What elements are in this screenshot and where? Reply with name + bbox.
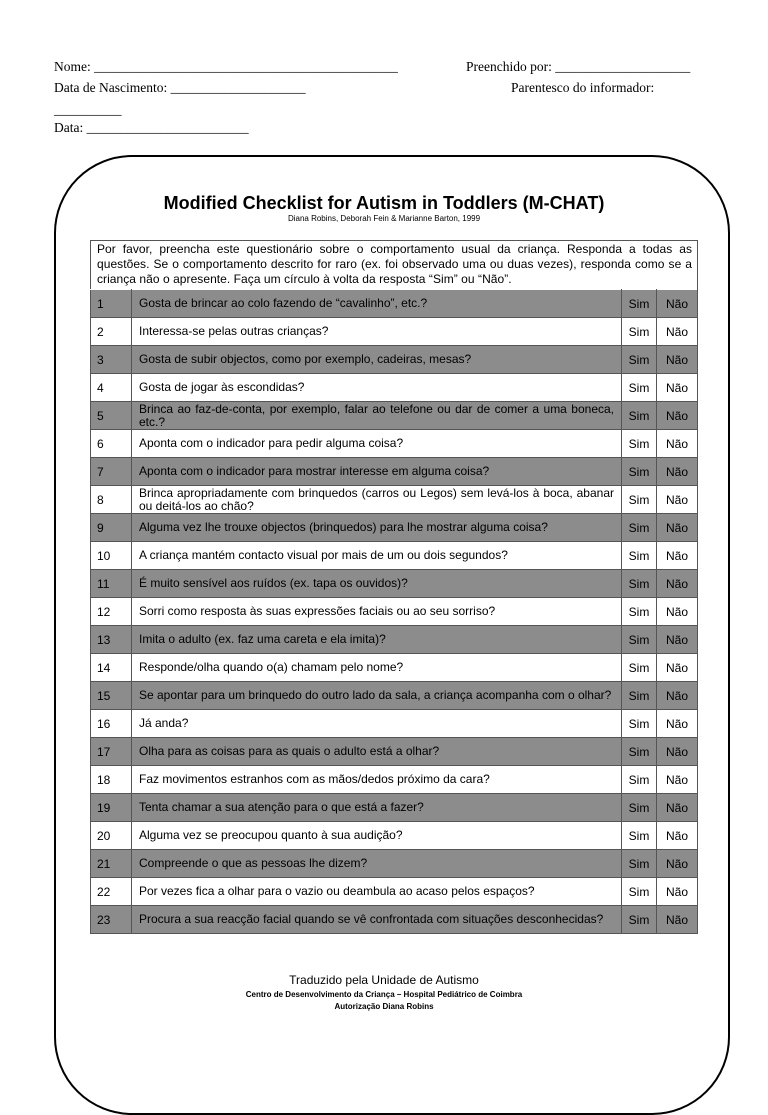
question-number: 2	[91, 318, 132, 346]
answer-no[interactable]: Não	[657, 626, 698, 654]
question-number: 1	[91, 290, 132, 318]
answer-yes[interactable]: Sim	[622, 766, 657, 794]
answer-no[interactable]: Não	[657, 598, 698, 626]
question-text: Alguma vez lhe trouxe objectos (brinquedos) para lhe mostrar alguma coisa?	[132, 514, 622, 542]
answer-no[interactable]: Não	[657, 542, 698, 570]
question-row	[91, 318, 698, 346]
answer-yes[interactable]: Sim	[622, 794, 657, 822]
question-text: Aponta com o indicador para mostrar interesse em alguma coisa?	[132, 458, 622, 486]
answer-no[interactable]: Não	[657, 738, 698, 766]
question-number: 10	[91, 542, 132, 570]
answer-yes[interactable]: Sim	[622, 486, 657, 514]
question-text: É muito sensível aos ruídos (ex. tapa os ouvidos)?	[132, 570, 622, 598]
question-row	[91, 906, 698, 934]
answer-yes[interactable]: Sim	[622, 290, 657, 318]
question-row	[91, 794, 698, 822]
question-text: Sorri como resposta às suas expressões faciais ou ao seu sorriso?	[132, 598, 622, 626]
answer-no[interactable]: Não	[657, 374, 698, 402]
question-number: 4	[91, 374, 132, 402]
question-row	[91, 374, 698, 402]
answer-yes[interactable]: Sim	[622, 570, 657, 598]
question-text: Responde/olha quando o(a) chamam pelo nome?	[132, 654, 622, 682]
question-text: A criança mantém contacto visual por mais de um ou dois segundos?	[132, 542, 622, 570]
authorization-credit: Autorização Diana Robins	[334, 1002, 434, 1011]
answer-yes[interactable]: Sim	[622, 654, 657, 682]
question-number: 22	[91, 878, 132, 906]
answer-no[interactable]: Não	[657, 430, 698, 458]
answer-no[interactable]: Não	[657, 570, 698, 598]
institution-credit: Centro de Desenvolvimento da Criança – Hospital Pediátrico de Coimbra	[245, 990, 523, 999]
question-text: Brinca apropriadamente com brinquedos (carros ou Legos) sem levá-los à boca, abanar ou deitá-los ao chão?	[132, 486, 622, 514]
question-row	[91, 570, 698, 598]
answer-yes[interactable]: Sim	[622, 514, 657, 542]
question-number: 18	[91, 766, 132, 794]
answer-yes[interactable]: Sim	[622, 430, 657, 458]
question-text: Gosta de jogar às escondidas?	[132, 374, 622, 402]
answer-yes[interactable]: Sim	[622, 850, 657, 878]
document-authors: Diana Robins, Deborah Fein & Marianne Barton, 1999	[287, 214, 481, 223]
question-number: 17	[91, 738, 132, 766]
answer-no[interactable]: Não	[657, 906, 698, 934]
question-row	[91, 542, 698, 570]
question-number: 7	[91, 458, 132, 486]
question-row	[91, 850, 698, 878]
answer-yes[interactable]: Sim	[622, 822, 657, 850]
answer-yes[interactable]: Sim	[622, 318, 657, 346]
answer-no[interactable]: Não	[657, 822, 698, 850]
question-number: 20	[91, 822, 132, 850]
question-number: 9	[91, 514, 132, 542]
question-row	[91, 654, 698, 682]
question-text: Aponta com o indicador para pedir alguma coisa?	[132, 430, 622, 458]
name-field: Nome: _____________________________________________	[54, 59, 398, 74]
question-number: 23	[91, 906, 132, 934]
relationship-field: Parentesco do informador:	[511, 80, 655, 95]
answer-yes[interactable]: Sim	[622, 906, 657, 934]
question-row	[91, 346, 698, 374]
answer-no[interactable]: Não	[657, 766, 698, 794]
question-row	[91, 514, 698, 542]
question-row	[91, 738, 698, 766]
answer-yes[interactable]: Sim	[622, 346, 657, 374]
question-row	[91, 486, 698, 514]
answer-no[interactable]: Não	[657, 486, 698, 514]
questions-body	[91, 290, 698, 934]
question-text: Por vezes fica a olhar para o vazio ou deambula ao acaso pelos espaços?	[132, 878, 622, 906]
question-row	[91, 766, 698, 794]
question-row	[91, 402, 698, 430]
question-row	[91, 682, 698, 710]
relationship-line: __________	[54, 102, 122, 117]
question-row	[91, 458, 698, 486]
answer-yes[interactable]: Sim	[622, 878, 657, 906]
question-number: 13	[91, 626, 132, 654]
question-text: Imita o adulto (ex. faz uma careta e ela imita)?	[132, 626, 622, 654]
question-text: Alguma vez se preocupou quanto à sua audição?	[132, 822, 622, 850]
question-text: Se apontar para um brinquedo do outro lado da sala, a criança acompanha com o olhar?	[132, 682, 622, 710]
question-text: Interessa-se pelas outras crianças?	[132, 318, 622, 346]
date-field: Data: ________________________	[54, 120, 249, 135]
question-row	[91, 878, 698, 906]
answer-yes[interactable]: Sim	[622, 542, 657, 570]
answer-no[interactable]: Não	[657, 850, 698, 878]
answer-no[interactable]: Não	[657, 794, 698, 822]
question-text: Procura a sua reacção facial quando se vê confrontada com situações desconhecidas?	[132, 906, 622, 934]
filled-by-field: Preenchido por: ____________________	[466, 59, 691, 74]
question-text: Compreende o que as pessoas lhe dizem?	[132, 850, 622, 878]
answer-yes[interactable]: Sim	[622, 598, 657, 626]
answer-yes[interactable]: Sim	[622, 682, 657, 710]
answer-yes[interactable]: Sim	[622, 402, 657, 430]
question-row	[91, 430, 698, 458]
answer-no[interactable]: Não	[657, 346, 698, 374]
question-number: 11	[91, 570, 132, 598]
question-number: 15	[91, 682, 132, 710]
question-number: 5	[91, 402, 132, 430]
answer-no[interactable]: Não	[657, 654, 698, 682]
answer-no[interactable]: Não	[657, 402, 698, 430]
answer-yes[interactable]: Sim	[622, 626, 657, 654]
question-text: Gosta de brincar ao colo fazendo de “cavalinho”, etc.?	[132, 290, 622, 318]
question-row	[91, 626, 698, 654]
question-row	[91, 710, 698, 738]
question-number: 16	[91, 710, 132, 738]
answer-yes[interactable]: Sim	[622, 374, 657, 402]
document-title: Modified Checklist for Autism in Toddlers (M-CHAT)	[163, 193, 605, 213]
question-number: 6	[91, 430, 132, 458]
question-row	[91, 598, 698, 626]
question-text: Olha para as coisas para as quais o adulto está a olhar?	[132, 738, 622, 766]
answer-yes[interactable]: Sim	[622, 710, 657, 738]
answer-yes[interactable]: Sim	[622, 458, 657, 486]
answer-yes[interactable]: Sim	[622, 738, 657, 766]
question-text: Gosta de subir objectos, como por exemplo, cadeiras, mesas?	[132, 346, 622, 374]
question-number: 8	[91, 486, 132, 514]
question-number: 14	[91, 654, 132, 682]
question-text: Tenta chamar a sua atenção para o que está a fazer?	[132, 794, 622, 822]
answer-no[interactable]: Não	[657, 710, 698, 738]
answer-no[interactable]: Não	[657, 318, 698, 346]
answer-no[interactable]: Não	[657, 290, 698, 318]
questions-table	[90, 289, 698, 934]
question-text: Faz movimentos estranhos com as mãos/dedos próximo da cara?	[132, 766, 622, 794]
question-number: 21	[91, 850, 132, 878]
question-text: Já anda?	[132, 710, 622, 738]
question-row	[91, 290, 698, 318]
answer-no[interactable]: Não	[657, 682, 698, 710]
answer-no[interactable]: Não	[657, 458, 698, 486]
question-number: 3	[91, 346, 132, 374]
translation-credit: Traduzido pela Unidade de Autismo	[289, 973, 479, 987]
birth-date-field: Data de Nascimento: ____________________	[54, 80, 306, 95]
answer-no[interactable]: Não	[657, 514, 698, 542]
answer-no[interactable]: Não	[657, 878, 698, 906]
question-row	[91, 822, 698, 850]
instructions-text: Por favor, preencha este questionário sobre o comportamento usual da criança. Responda a todas as questões. Se o comportamento descrito for raro (ex. foi observado uma ou duas vezes), responda como se a criança não o apresente. Faça um círculo à volta da resposta “Sim” ou “Não”.	[90, 240, 698, 289]
question-text: Brinca ao faz-de-conta, por exemplo, falar ao telefone ou dar de comer a uma boneca, etc.?	[132, 402, 622, 430]
question-number: 19	[91, 794, 132, 822]
question-number: 12	[91, 598, 132, 626]
